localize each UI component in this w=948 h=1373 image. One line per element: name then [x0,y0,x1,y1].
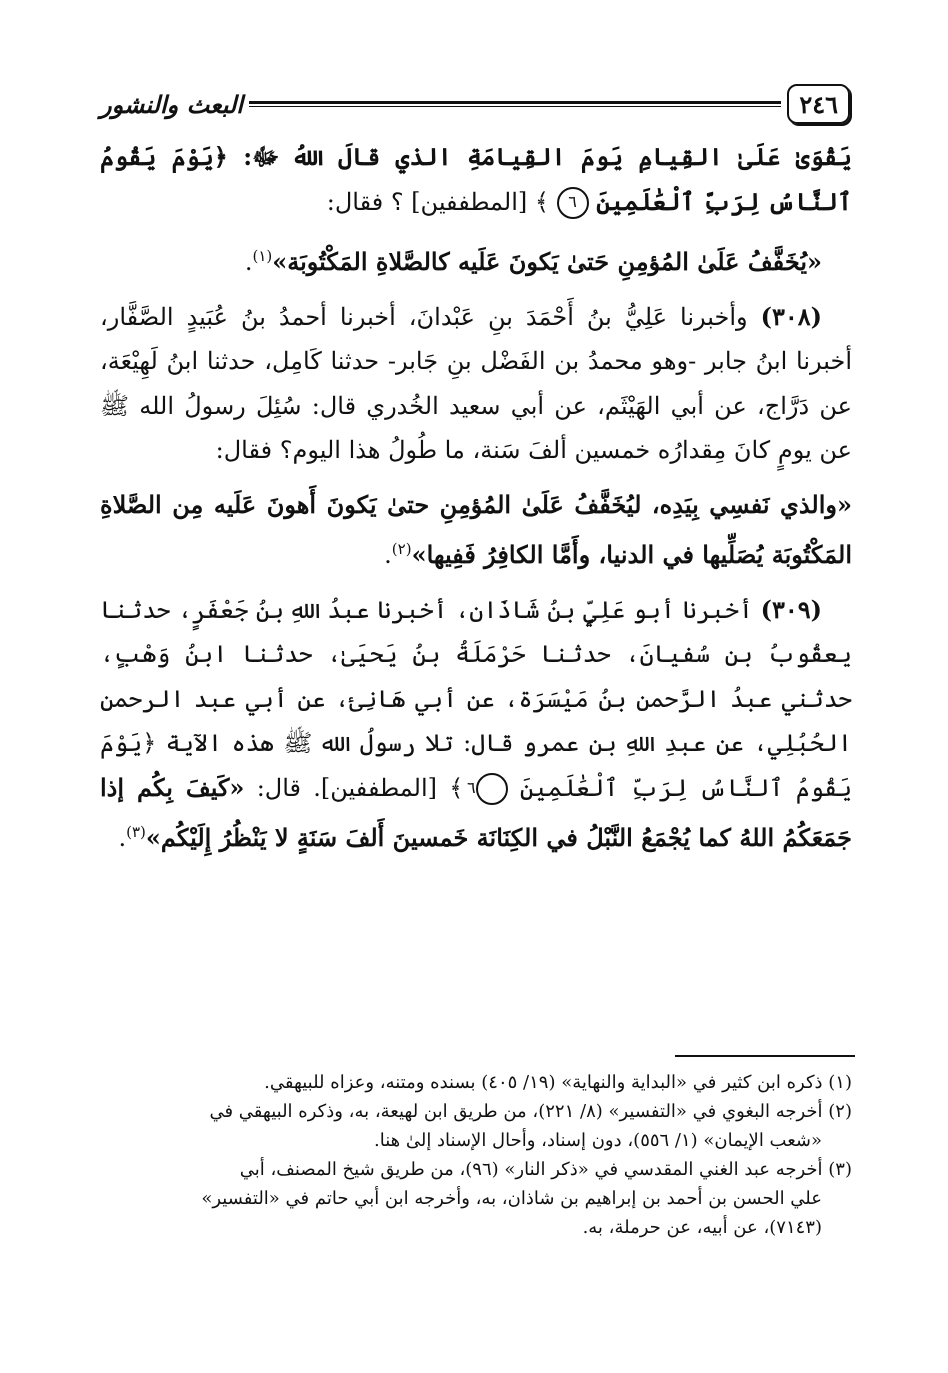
paragraph-text: ﴾ [المطففين]. قال: [256,773,464,802]
ayah-number-icon: ٦ [557,187,589,219]
footnote-separator [675,1055,855,1057]
hadith-quote: «كَيفَ بِكُم إذا جَمَعَكُمُ اللهُ كما يُجْمَعُ النَّبْلُ في الكِنَانَة خَمسينَ أَلفَ سَنَةٍ لا يَنْظُرُ إِلَيْكُم» [100,772,852,852]
paragraph-308 [100,295,852,473]
footnote-1: (١) ذكره ابن كثير في «البداية والنهاية» (١٩/ ٤٠٥) بسنده ومتنه، وعزاه للبيهقي. [264,1072,852,1093]
hadith-text: «يُخَفَّفُ عَلَىٰ المُؤمِنِ حَتىٰ يَكونَ عَلَيه كالصَّلاةِ المَكْتُوبَة»$^{(١)}$. [244,247,822,276]
text-line: ﴾ [المطففين] ؟ فقال: [326,187,549,216]
footnote-3-cont: علي الحسن بن أحمد بن إبراهيم بن شاذان، به، وأخرجه ابن أبي حاتم في «التفسير» [201,1188,822,1209]
running-header [100,80,850,128]
footnotes [100,1068,852,1242]
running-title: البعث والنشور [100,89,243,119]
ayah-number-icon: ٦ [476,773,508,805]
footnote-3-cont: (٧١٤٣)، عن أبيه، عن حرملة، به. [582,1217,822,1238]
hadith-quote: «يُخَفَّفُ عَلَىٰ المُؤمِنِ حَتىٰ يَكونَ عَلَيه كالصَّلاةِ المَكْتُوبَة» [272,247,822,276]
hadith-number: (٣٠٩) [760,594,822,624]
paragraph-continuation [100,135,852,224]
main-text [100,135,852,861]
paragraph-text: وأخبرنا عَلِيُّ بنُ أَحْمَدَ بنِ عَبْدانَ، أخبرنا أحمدُ بنُ عُبَيدٍ الصَّفَّار، أخبرنا ابنُ جابر -وهو محمدُ بن الفَضْل بنِ جَابر- حدثنا كَامِل، حدثنا ابنُ لَهِيْعَة، عن دَرَّاج، عن أبي الهَيْثَم، عن أبي سعيد الخُدري قال: سُئِلَ رسولُ الله ﷺ عن يومٍ كانَ مِقدارُه خمسين ألفَ سَنة، ما طُولُ هذا اليوم؟ فقال: [100,302,852,464]
page-number: ٢٤٦ [799,89,838,119]
footnote-2-cont: «شعب الإيمان» (١/ ٥٥٦)، دون إسناد، وأحال الإسناد إلىٰ هنا. [373,1130,822,1151]
footnote-3: (٣) أخرجه عبد الغني المقدسي في «ذكر النار» (٩٦)، من طريق شيخ المصنف، أبي [239,1159,852,1180]
page-number-box [787,84,850,124]
hadith-text: «والذي نَفسِي بِيَدِه، ليُخَفَّفُ عَلَىٰ المُؤمِنِ حتىٰ يَكونَ أَهونَ عَلَيه مِن الصَّلاةِ المَكْتُوبَة يُصَلِّيها في الدنيا، وأَمَّا الكافِرُ فَفِيها»$^{(٢)}$. [100,489,852,569]
footnote-ref: (١) [252,247,273,265]
paragraph-309: (٣٠٩) أخبرنا أبو عَلِيٍّ بنُ شَاذَان، أخبرنا عبدُ اللهِ بنُ جَعْفَرٍ، حدثنا يعقُوبُ بن سُفيانَ، حدثنا حَرْمَلَةُ بنُ يَحيَىٰ، حدثنا ابنُ وَهْبٍ، حدثني عبدُ الرَّحمن بنُ مَيْسَرَة، عن أبي هَانِئ، عن أبي عبد الرحمن الحُبُلِي، عن عبدِ اللهِ بن عمرو قال: تلا رسولُ الله ﷺ هذه الآية ﴿يَوْمَ يَقُومُ ٱلنَّاسُ لِرَبِّ ٱلْعَٰلَمِينَ ٦ ﴾ [المطففين]. قال: «كَيفَ بِكُم إذا جَمَعَكُمُ اللهُ كما يُجْمَعُ النَّبْلُ في الكِنَانَة خَمسينَ أَلفَ سَنَةٍ لا يَنْظُرُ إِلَيْكُم»$^{(٣)}$. [100,594,853,852]
text-line: يَقْوَىٰ عَلَىٰ القِيامِ يَومَ القِيامَةِ الذي قالَ اللهُ ﷻ: ﴿يَوْمَ يَقُومُ ٱلنَّاسُ لِرَبِّ ٱلْعَٰلَمِينَ [100,142,852,216]
header-rule [249,101,781,107]
paragraph-text: أخبرنا أبو عَلِيٍّ بنُ شَاذَان، أخبرنا عبدُ اللهِ بنُ جَعْفَرٍ، حدثنا يعقُوبُ بن سُفيانَ، حدثنا حَرْمَلَةُ بنُ يَحيَىٰ، حدثنا ابنُ وَهْبٍ، حدثني عبدُ الرَّحمن بنُ مَيْسَرَة، عن أبي هَانِئ، عن أبي عبد الرحمن الحُبُلِي، عن عبدِ اللهِ بن عمرو قال: تلا رسولُ الله ﷺ هذه الآية ﴿يَوْمَ يَقُومُ ٱلنَّاسُ لِرَبِّ ٱلْعَٰلَمِينَ [100,595,853,802]
footnote-ref: (٣) [126,823,146,841]
hadith-number: (٣٠٨) [760,301,822,331]
hadith-quote: «والذي نَفسِي بِيَدِه، ليُخَفَّفُ عَلَىٰ المُؤمِنِ حتىٰ يَكونَ أَهونَ عَلَيه مِن الصَّلاةِ المَكْتُوبَة يُصَلِّيها في الدنيا، وأَمَّا الكافِرُ فَفِيها» [100,489,852,569]
footnote-ref: (٢) [391,540,412,558]
footnote-2: (٢) أخرجه البغوي في «التفسير» (٨/ ٢٢١)، من طريق ابن لهيعة، به، وذكره البيهقي في [209,1101,852,1122]
